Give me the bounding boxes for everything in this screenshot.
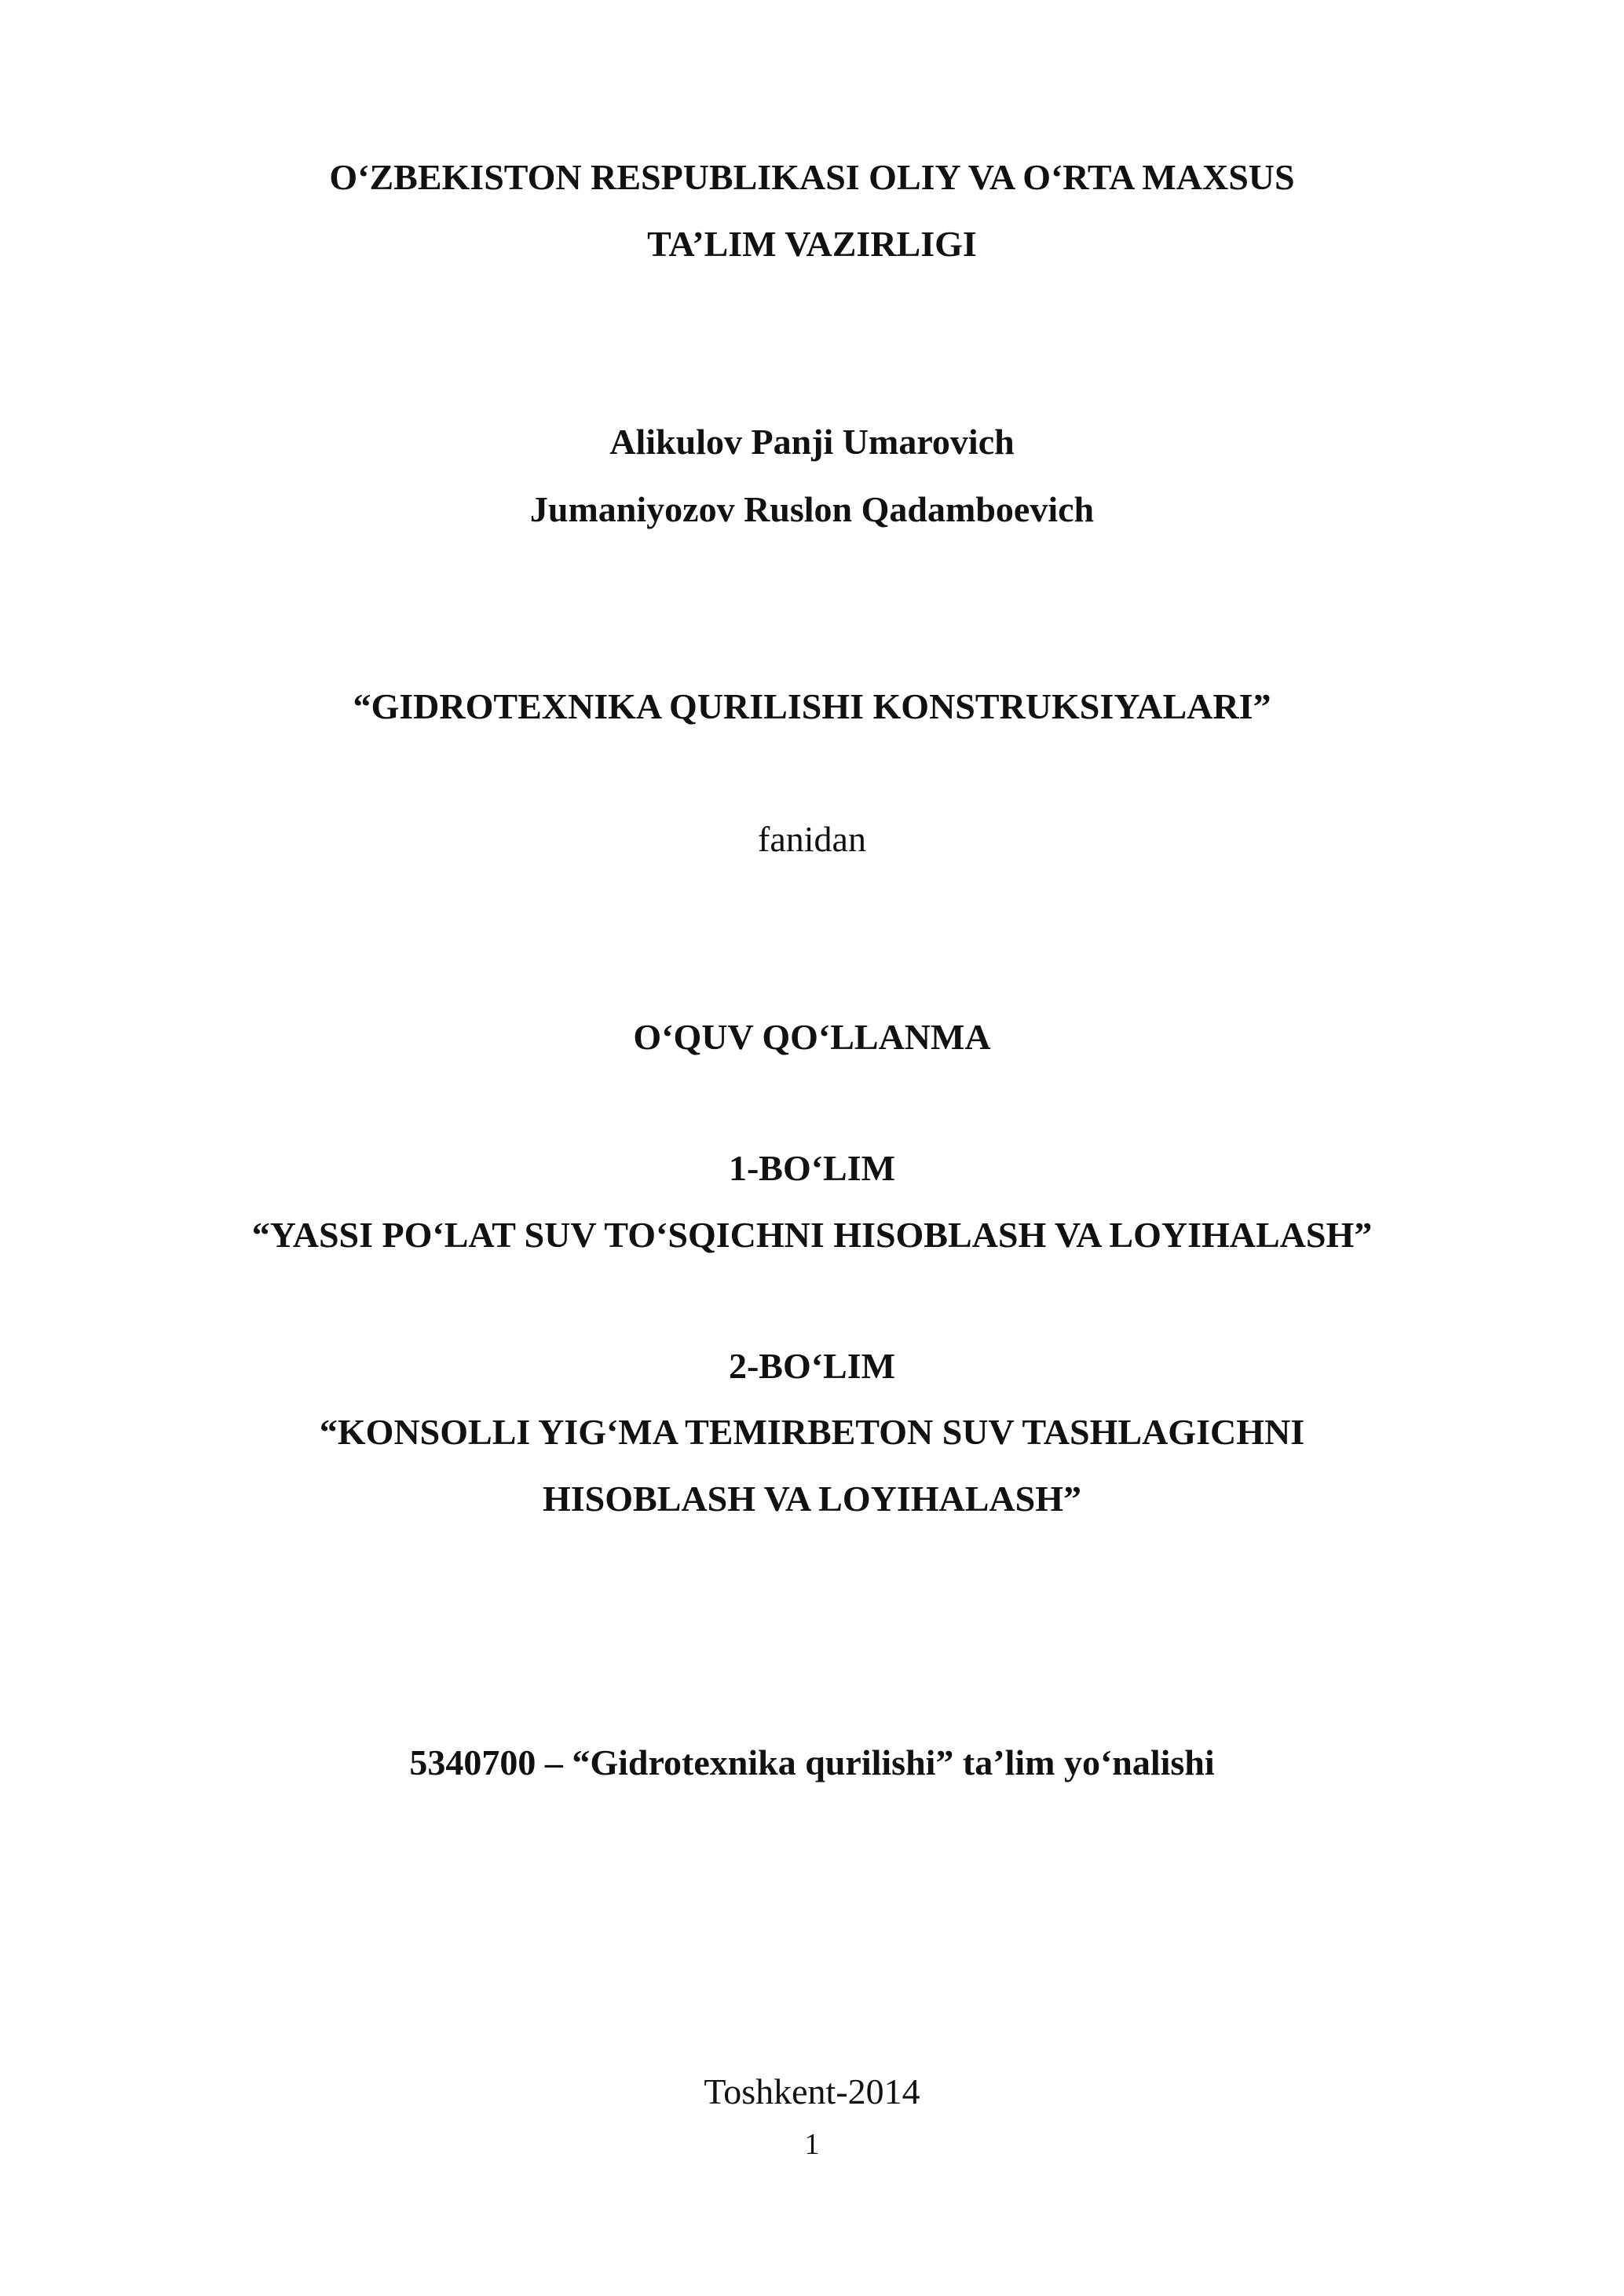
author-1: Alikulov Panji Umarovich — [609, 422, 1015, 462]
page-number: 1 — [804, 2128, 820, 2161]
section-2-title-line-1: “KONSOLLI YIG‘MA TEMIRBETON SUV TASHLAGICHNI — [319, 1412, 1305, 1452]
section-2-label: 2-BO‘LIM — [728, 1346, 896, 1386]
specialty: 5340700 – “Gidrotexnika qurilishi” ta’lim yo‘nalishi — [409, 1742, 1215, 1782]
subject-title: “GIDROTEXNIKA QURILISHI KONSTRUKSIYALARI” — [353, 686, 1271, 726]
author-2: Jumaniyozov Ruslon Qadamboevich — [529, 489, 1095, 529]
city-year: Toshkent-2014 — [704, 2071, 920, 2111]
ministry-line-1: O‘ZBEKISTON RESPUBLIKASI OLIY VA O‘RTA MAXSUS — [329, 157, 1295, 197]
ministry-line-2: TA’LIM VAZIRLIGI — [647, 224, 977, 264]
subject-suffix: fanidan — [758, 819, 866, 859]
section-1-title: “YASSI PO‘LAT SUV TO‘SQICHNI HISOBLASH VA LOYIHALASH” — [251, 1215, 1373, 1255]
section-2-title-line-2: HISOBLASH VA LOYIHALASH” — [543, 1479, 1081, 1519]
document-type: O‘QUV QO‘LLANMA — [633, 1017, 991, 1057]
section-1-label: 1-BO‘LIM — [728, 1148, 896, 1188]
